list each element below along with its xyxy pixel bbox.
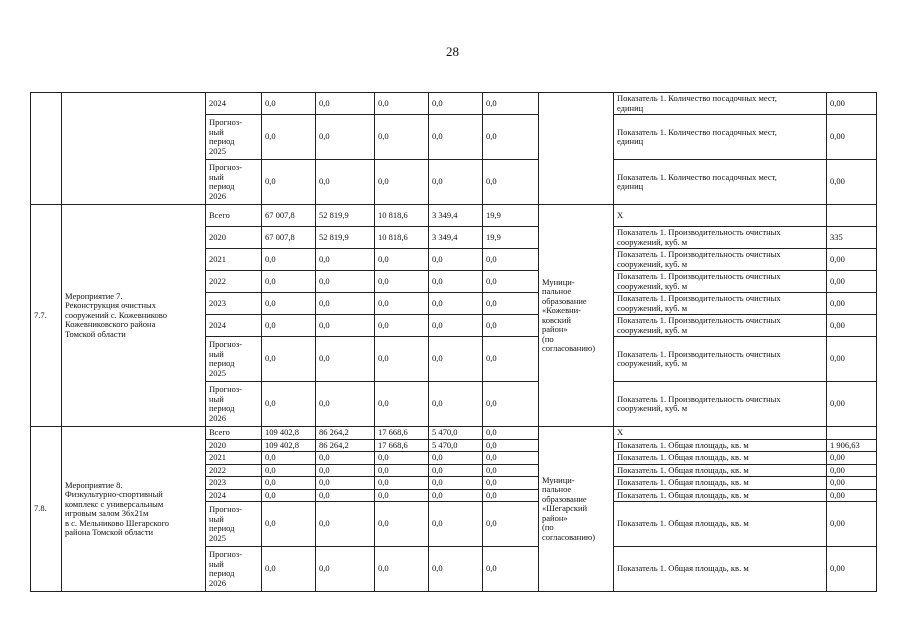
amount-cell: 0,0 <box>483 315 539 337</box>
amount-cell: 0,0 <box>483 547 539 592</box>
indicator-cell: Показатель 1. Производительность очистных сооружений, куб. м <box>614 249 827 271</box>
amount-cell: 0,0 <box>316 382 375 427</box>
period-cell: Прогноз- ный период 2026 <box>206 547 262 592</box>
period-cell: Прогноз- ный период 2025 <box>206 337 262 382</box>
indicator-value-cell: 0,00 <box>827 160 877 205</box>
indicator-cell: Показатель 1. Количество посадочных мест, единиц <box>614 160 827 205</box>
amount-cell: 109 402,8 <box>262 427 316 440</box>
amount-cell: 0,0 <box>375 160 429 205</box>
amount-cell: 17 668,6 <box>375 439 429 452</box>
indicator-value-cell <box>827 427 877 440</box>
indicator-cell: Показатель 1. Общая площадь, кв. м <box>614 502 827 547</box>
period-cell: 2021 <box>206 249 262 271</box>
amount-cell: 0,0 <box>429 464 483 477</box>
amount-cell: 5 470,0 <box>429 439 483 452</box>
amount-cell: 0,0 <box>316 293 375 315</box>
amount-cell: 0,0 <box>262 293 316 315</box>
amount-cell: 0,0 <box>262 477 316 490</box>
period-cell: 2022 <box>206 464 262 477</box>
amount-cell: 0,0 <box>375 452 429 465</box>
amount-cell: 0,0 <box>483 489 539 502</box>
amount-cell: 0,0 <box>262 249 316 271</box>
indicator-cell: Х <box>614 205 827 227</box>
indicator-value-cell: 0,00 <box>827 315 877 337</box>
amount-cell: 0,0 <box>483 93 539 115</box>
amount-cell: 0,0 <box>483 293 539 315</box>
amount-cell: 0,0 <box>375 477 429 490</box>
amount-cell: 0,0 <box>375 315 429 337</box>
amount-cell: 0,0 <box>483 502 539 547</box>
period-cell: Всего <box>206 205 262 227</box>
indicator-cell: Показатель 1. Производительность очистных сооружений, куб. м <box>614 271 827 293</box>
amount-cell: 0,0 <box>429 477 483 490</box>
indicator-value-cell: 0,00 <box>827 502 877 547</box>
indicator-value-cell: 0,00 <box>827 477 877 490</box>
amount-cell: 0,0 <box>375 93 429 115</box>
amount-cell: 0,0 <box>483 249 539 271</box>
indicator-cell: Х <box>614 427 827 440</box>
amount-cell: 0,0 <box>316 477 375 490</box>
amount-cell: 0,0 <box>429 502 483 547</box>
amount-cell: 0,0 <box>483 439 539 452</box>
amount-cell: 0,0 <box>316 93 375 115</box>
amount-cell: 52 819,9 <box>316 227 375 249</box>
period-cell: Прогноз- ный период 2026 <box>206 382 262 427</box>
amount-cell: 0,0 <box>429 249 483 271</box>
executor-cell: Муници- пальное образование «Кожевни- ковский район» (по согласованию) <box>539 205 614 427</box>
period-cell: 2022 <box>206 271 262 293</box>
indicator-value-cell: 1 906,63 <box>827 439 877 452</box>
indicator-value-cell: 0,00 <box>827 489 877 502</box>
indicator-value-cell <box>827 205 877 227</box>
page-number: 28 <box>446 44 459 59</box>
period-cell: Прогноз- ный период 2025 <box>206 115 262 160</box>
table-row <box>31 93 877 115</box>
amount-cell: 0,0 <box>429 115 483 160</box>
amount-cell: 0,0 <box>316 315 375 337</box>
indicator-cell: Показатель 1. Производительность очистных сооружений, куб. м <box>614 315 827 337</box>
indicator-cell: Показатель 1. Общая площадь, кв. м <box>614 547 827 592</box>
amount-cell: 17 668,6 <box>375 427 429 440</box>
measure-number <box>31 93 62 205</box>
amount-cell: 0,0 <box>429 489 483 502</box>
amount-cell: 3 349,4 <box>429 227 483 249</box>
amount-cell: 0,0 <box>316 464 375 477</box>
amount-cell: 86 264,2 <box>316 439 375 452</box>
period-cell: 2023 <box>206 293 262 315</box>
amount-cell: 0,0 <box>483 427 539 440</box>
amount-cell: 0,0 <box>316 502 375 547</box>
indicator-cell: Показатель 1. Общая площадь, кв. м <box>614 439 827 452</box>
indicator-cell: Показатель 1. Производительность очистных сооружений, куб. м <box>614 293 827 315</box>
amount-cell: 0,0 <box>262 337 316 382</box>
amount-cell: 67 007,8 <box>262 227 316 249</box>
period-cell: Всего <box>206 427 262 440</box>
amount-cell: 0,0 <box>262 452 316 465</box>
amount-cell: 0,0 <box>375 293 429 315</box>
amount-cell: 0,0 <box>429 293 483 315</box>
amount-cell: 0,0 <box>262 464 316 477</box>
amount-cell: 0,0 <box>483 337 539 382</box>
amount-cell: 0,0 <box>262 115 316 160</box>
indicator-value-cell: 0,00 <box>827 93 877 115</box>
amount-cell: 0,0 <box>375 337 429 382</box>
amount-cell: 10 818,6 <box>375 205 429 227</box>
indicator-value-cell: 0,00 <box>827 337 877 382</box>
indicator-cell: Показатель 1. Производительность очистных сооружений, куб. м <box>614 337 827 382</box>
amount-cell: 86 264,2 <box>316 427 375 440</box>
amount-cell: 0,0 <box>483 115 539 160</box>
period-cell: 2024 <box>206 489 262 502</box>
amount-cell: 19,9 <box>483 227 539 249</box>
amount-cell: 0,0 <box>262 547 316 592</box>
amount-cell: 0,0 <box>429 382 483 427</box>
table-row <box>31 427 877 440</box>
measure-number: 7.7. <box>31 205 62 427</box>
indicator-cell: Показатель 1. Общая площадь, кв. м <box>614 477 827 490</box>
indicator-cell: Показатель 1. Общая площадь, кв. м <box>614 464 827 477</box>
amount-cell: 0,0 <box>375 547 429 592</box>
amount-cell: 0,0 <box>375 271 429 293</box>
indicator-cell: Показатель 1. Общая площадь, кв. м <box>614 489 827 502</box>
indicator-cell: Показатель 1. Производительность очистных сооружений, куб. м <box>614 382 827 427</box>
period-cell: 2024 <box>206 93 262 115</box>
indicator-value-cell: 0,00 <box>827 293 877 315</box>
amount-cell: 0,0 <box>429 160 483 205</box>
amount-cell: 0,0 <box>375 489 429 502</box>
amount-cell: 10 818,6 <box>375 227 429 249</box>
indicator-value-cell: 0,00 <box>827 249 877 271</box>
amount-cell: 67 007,8 <box>262 205 316 227</box>
indicator-value-cell: 0,00 <box>827 382 877 427</box>
indicator-cell: Показатель 1. Общая площадь, кв. м <box>614 452 827 465</box>
measure-number: 7.8. <box>31 427 62 592</box>
amount-cell: 0,0 <box>429 337 483 382</box>
amount-cell: 0,0 <box>429 93 483 115</box>
amount-cell: 0,0 <box>375 382 429 427</box>
indicator-value-cell: 0,00 <box>827 271 877 293</box>
amount-cell: 0,0 <box>316 115 375 160</box>
amount-cell: 0,0 <box>262 489 316 502</box>
executor-cell: Муници- пальное образование «Шегарский район» (по согласованию) <box>539 427 614 592</box>
period-cell: 2024 <box>206 315 262 337</box>
amount-cell: 0,0 <box>262 502 316 547</box>
table-body <box>31 93 877 592</box>
amount-cell: 0,0 <box>429 547 483 592</box>
amount-cell: 0,0 <box>316 160 375 205</box>
measure-name <box>62 93 206 205</box>
amount-cell: 0,0 <box>483 160 539 205</box>
amount-cell: 19,9 <box>483 205 539 227</box>
amount-cell: 3 349,4 <box>429 205 483 227</box>
amount-cell: 0,0 <box>316 271 375 293</box>
amount-cell: 0,0 <box>316 337 375 382</box>
measure-name: Мероприятие 8. Физкультурно-спортивный комплекс с универсальным игровым залом 36х21м в с. Мельниково Шегарского района Томской области <box>62 427 206 592</box>
amount-cell: 0,0 <box>316 452 375 465</box>
indicator-value-cell: 0,00 <box>827 464 877 477</box>
indicator-cell: Показатель 1. Количество посадочных мест, единиц <box>614 115 827 160</box>
amount-cell: 0,0 <box>375 115 429 160</box>
indicator-cell: Показатель 1. Количество посадочных мест, единиц <box>614 93 827 115</box>
amount-cell: 0,0 <box>483 477 539 490</box>
amount-cell: 52 819,9 <box>316 205 375 227</box>
amount-cell: 0,0 <box>262 271 316 293</box>
amount-cell: 0,0 <box>375 464 429 477</box>
period-cell: 2020 <box>206 439 262 452</box>
amount-cell: 0,0 <box>429 271 483 293</box>
period-cell: Прогноз- ный период 2026 <box>206 160 262 205</box>
indicator-value-cell: 0,00 <box>827 452 877 465</box>
period-cell: 2021 <box>206 452 262 465</box>
table-row <box>31 205 877 227</box>
amount-cell: 0,0 <box>316 489 375 502</box>
amount-cell: 109 402,8 <box>262 439 316 452</box>
amount-cell: 0,0 <box>483 382 539 427</box>
period-cell: 2020 <box>206 227 262 249</box>
amount-cell: 0,0 <box>316 249 375 271</box>
amount-cell: 0,0 <box>262 160 316 205</box>
executor-cell <box>539 93 614 205</box>
amount-cell: 0,0 <box>316 547 375 592</box>
amount-cell: 0,0 <box>483 452 539 465</box>
amount-cell: 0,0 <box>429 452 483 465</box>
amount-cell: 0,0 <box>262 93 316 115</box>
period-cell: Прогноз- ный период 2025 <box>206 502 262 547</box>
indicator-value-cell: 0,00 <box>827 115 877 160</box>
indicator-value-cell: 0,00 <box>827 547 877 592</box>
amount-cell: 0,0 <box>262 382 316 427</box>
amount-cell: 5 470,0 <box>429 427 483 440</box>
amount-cell: 0,0 <box>262 315 316 337</box>
amount-cell: 0,0 <box>429 315 483 337</box>
program-table <box>30 92 877 592</box>
amount-cell: 0,0 <box>375 502 429 547</box>
amount-cell: 0,0 <box>483 271 539 293</box>
indicator-cell: Показатель 1. Производительность очистных сооружений, куб. м <box>614 227 827 249</box>
period-cell: 2023 <box>206 477 262 490</box>
amount-cell: 0,0 <box>375 249 429 271</box>
measure-name: Мероприятие 7. Реконструкция очистных сооружений с. Кожевниково Кожевниковского района Томской области <box>62 205 206 427</box>
indicator-value-cell: 335 <box>827 227 877 249</box>
amount-cell: 0,0 <box>483 464 539 477</box>
